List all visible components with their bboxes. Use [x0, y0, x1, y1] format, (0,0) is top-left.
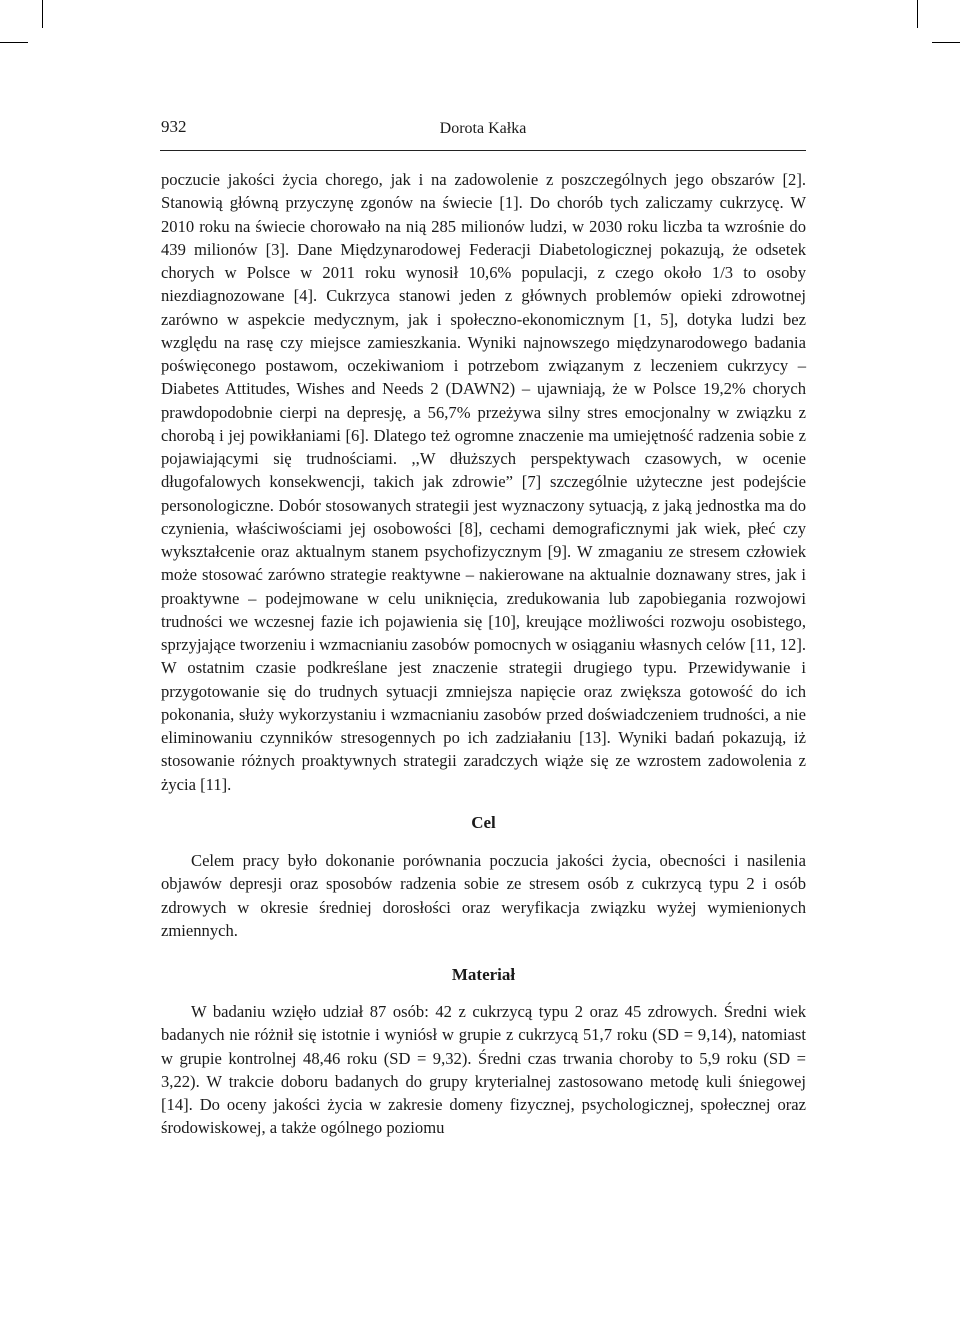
crop-mark-top-left-horizontal [0, 42, 28, 43]
cel-paragraph: Celem pracy było dokonanie porównania poczucia jakości życia, obecności i nasilenia objawów depresji oraz sposobów radzenia sobie ze stresem osób z cukrzycą typu 2 i osób zdrowych w okresie średniej dorosłości oraz weryfikacja związku wyżej wymienionych zmiennych. [161, 851, 806, 940]
material-paragraph: W badaniu wzięło udział 87 osób: 42 z cukrzycą typu 2 oraz 45 zdrowych. Średni wiek badanych nie różnił się istotnie i wyniósł w grupie z cukrzycą 51,7 roku (SD = 9,14), natomiast w grupie kontrolnej 48,46 roku (SD = 9,32). Średni czas trwania choroby to 5,9 roku (SD = 3,22). W trakcie doboru badanych do grupy kryterialnej zastosowano metodę kuli śniegowej [14]. Do oceny jakości życia w zakresie domeny fizycznej, psychologicznej, społecznej oraz środowiskowej, a także ogólnego poziomu [161, 1002, 806, 1138]
section-heading-material: Materiał [451, 965, 516, 984]
page-number: 932 [161, 117, 187, 136]
section-heading-cel: Cel [471, 813, 496, 832]
running-head [160, 114, 806, 151]
crop-mark-top-right-horizontal [932, 42, 960, 43]
running-author: Dorota Kałka [439, 120, 527, 137]
intro-paragraph: poczucie jakości życia chorego, jak i na zadowolenie z poszczególnych jego obszarów [2]. Stanowią główną przyczynę zgonów na świecie [1]. Do chorób tych zaliczamy cukrzycę. W 2010 roku na świecie chorowało na nią 285 milionów ludzi, w 2030 roku liczba ta wzrośnie do 439 milionów [3]. Dane Międzynarodowej Federacji Diabetologicznej pokazują, że odsetek chorych w Polsce w 2011 roku wynosił 10,6% populacji, z czego około 1/3 to osoby niezdiagnozowane [4]. Cukrzyca stanowi jeden z głównych problemów opieki zdrowotnej zarówno w aspekcie medycznym, jak i społeczno-ekonomicznym [1, 5], dotyka ludzi bez względu na rasę czy miejsce zamieszkania. Wyniki najnowszego międzynarodowego badania poświęconego postawom, oczekiwaniom i potrzebom związanym z leczeniem cukrzycy – Diabetes Attitudes, Wishes and Needs 2 (DAWN2) – ujawniają, że w Polsce 19,2% chorych prawdopodobnie cierpi na depresję, a 56,7% przeżywa silny stres emocjonalny w związku z chorobą i jej powikłaniami [6]. Dlatego też ogromne znaczenie ma umiejętność radzenia sobie z pojawiającymi się trudnościami. ,,W dłuższych perspektywach czasowych, w ocenie długofalowych konsekwencji, takich jak zdrowie” [7] szczególnie użyteczne jest podejście personologiczne. Dobór stosowanych strategii jest wyznaczony sytuacją, z jaką jednostka ma do czynienia, właściwościami jej osobowości [8], cechami demograficznymi jak wiek, płeć czy wykształcenie oraz aktualnym stanem psychofizycznym [9]. W zmaganiu ze stresem człowiek może stosować zarówno strategie reaktywne – nakierowane na aktualnie doznawany stres, jak i proaktywne – podejmowane w celu uniknięcia, zredukowania lub zapobiegania rozwojowi trudności we wczesnej fazie ich pojawienia się [10], kreujące możliwości rozwoju osobistego, sprzyjające tworzeniu i wzmacnianiu zasobów pomocnych w osiąganiu własnych celów [11, 12]. W ostatnim czasie podkreślane jest znaczenie strategii drugiego typu. Przewidywanie i przygotowanie się do trudnych sytuacji zmniejsza napięcie oraz zwiększa gotowość do ich pokonania, służy wykorzystaniu i wzmacnianiu zasobów przed doświadczeniem trudności, a nie eliminowaniu czynników stresogennych po ich zadziałaniu [13]. Wyniki badań pokazują, iż stosowanie różnych proaktywnych strategii zaradczych wiąże się ze wzrostem zadowolenia z życia [11]. [161, 170, 806, 794]
crop-mark-top-left-vertical [42, 0, 43, 28]
crop-mark-top-right-vertical [917, 0, 918, 28]
